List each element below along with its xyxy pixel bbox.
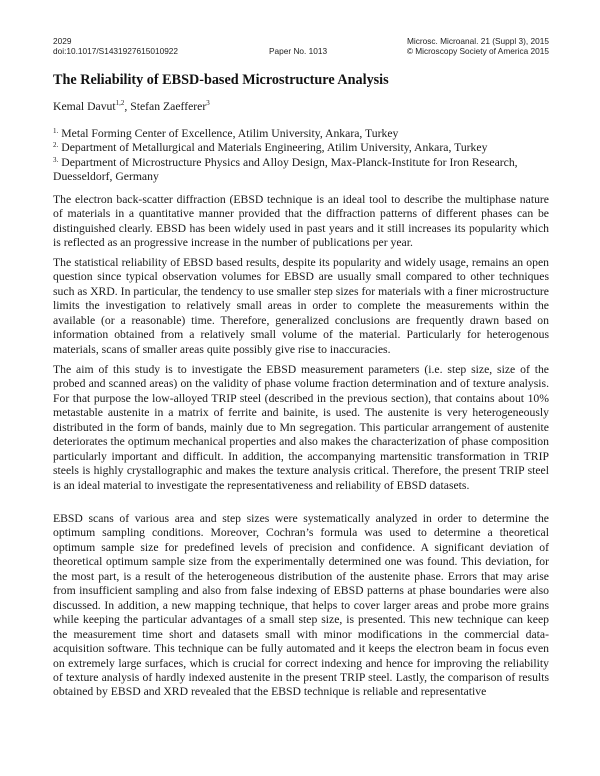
affiliation-text: Department of Microstructure Physics and Alloy Design, Max-Planck-Institute for Iron Research, Duesseldorf, Germany — [53, 155, 518, 183]
affiliation-marker: 1. — [53, 127, 59, 135]
copyright: © Microscopy Society of America 2015 — [406, 46, 549, 57]
author-separator: , — [124, 100, 131, 113]
body-paragraph: The aim of this study is to investigate the EBSD measurement parameters (i.e. step size, size of the probed and scanned areas) on the validity of phase volume fraction determination and of texture analysis. For that purpose the low-alloyed TRIP steel (described in the previous section), that contains about 10% metastable austenite in a matrix of ferrite and bainite, is used. The austenite is very heterogeneously distributed in the form of bands, mainly due to Mn segregation. This particular arrangement of austenite deteriorates the optimum mechanical properties and also makes the characterization of phase composition particularly important and difficult. In addition, the accompanying martensitic transformation in TRIP steels is highly crystallographic and makes the texture analysis critical. Therefore, the present TRIP steel is an ideal material to investigate the representativeness and reliability of EBSD datasets. — [53, 363, 549, 492]
paper-title: The Reliability of EBSD-based Microstructure Analysis — [53, 72, 389, 88]
author-name: Kemal Davut — [53, 100, 116, 113]
paper-number: Paper No. 1013 — [269, 46, 328, 57]
author-name: Stefan Zaefferer — [130, 100, 207, 113]
author-list — [53, 100, 210, 113]
affiliation-marker: 2. — [53, 141, 59, 150]
affiliation-marker: 3. — [53, 155, 59, 164]
header-left — [53, 36, 178, 57]
affiliation-text: Department of Metallurgical and Materials Engineering, Atilim University, Ankara, Turkey — [61, 141, 488, 155]
affiliation — [53, 127, 549, 141]
affiliation — [53, 156, 549, 185]
header-right — [407, 36, 549, 57]
body-paragraph: The electron back-scatter diffraction (EBSD technique is an ideal tool to describe the multiphase nature of materials in a quantitative manner provided that the diffraction patterns of different phases can be distinguished clearly. EBSD has been widely used in past years and it still increases its popularity which is reflected as an progressive increase in the number of publications per year. — [53, 193, 549, 250]
affiliation — [53, 141, 549, 155]
page-number: 2029 — [53, 36, 72, 46]
affiliation-list — [53, 127, 549, 184]
journal-citation: Microsc. Microanal. 21 (Suppl 3), 2015 — [406, 36, 549, 46]
body-paragraph: EBSD scans of various area and step sizes were systematically analyzed in order to determine the optimum sampling conditions. Moreover, Cochran’s formula was used to determine a theoretical optimum sample size for predefined levels of precision and confidence. A significant deviation of theoretical optimum sample size from the experimentally determined one was found. This deviation, for the most part, is a result of the heterogeneous distribution of the austenite phase. Errors that may arise from insufficient sampling and also from false indexing of EBSD patterns at phase boundaries were also discussed. In addition, a new mapping technique, that helps to cover larger areas and probe more grains while keeping the particular advantages of a small step size, is presented. This new technique can keep the measurement time short and datasets small with minor modifications in the commercial data-acquisition software. This technique can be fully automated and it keeps the electron beam in focus even on extremely large surfaces, which is crucial for correct indexing and hence for improving the reliability of texture analysis of hardly indexed austenite in the present TRIP steel. Lastly, the comparison of results obtained by EBSD and XRD revealed that the EBSD technique is reliable and representative — [53, 512, 549, 699]
affiliation-text: Metal Forming Center of Excellence, Atilim University, Ankara, Turkey — [61, 127, 399, 140]
author-affil-marker: 1,2 — [115, 99, 125, 107]
doi: doi:10.1017/S1431927615010922 — [53, 46, 179, 57]
body-paragraph: The statistical reliability of EBSD based results, despite its popularity and widely usage, remains an open question since typical observation volumes for EBSD are usually small compared to other techniques such as XRD. In particular, the tendency to use smaller step sizes for materials with a finer microstructure limits the investigation to relatively small areas in order to complete the measurements within the available (or a reasonable) time. Therefore, generalized conclusions are frequently drawn based on information obtained from a relatively small volume of the material. Particularly for heterogenous materials, scans of smaller areas quite possibly give rise to inaccuracies. — [53, 256, 549, 356]
author-affil-marker: 3 — [206, 99, 210, 107]
